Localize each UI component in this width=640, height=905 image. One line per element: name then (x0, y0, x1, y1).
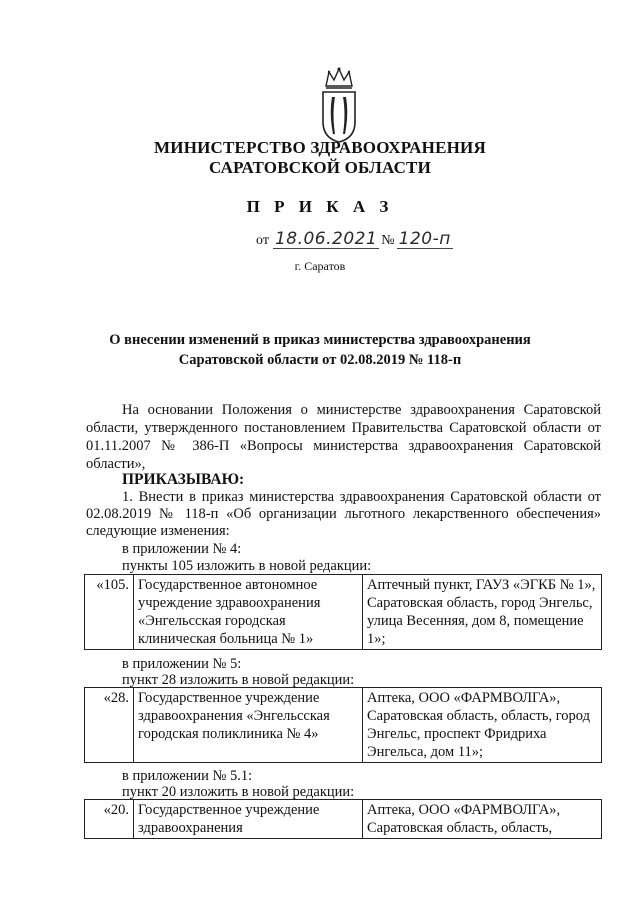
handwritten-date: 18.06.2021 (274, 229, 378, 249)
date-prefix: от (256, 233, 269, 248)
annex-4-instruction: пункты 105 изложить в новой редакции: (122, 558, 372, 574)
pharmacy-cell: Аптечный пункт, ГАУЗ «ЭГКБ № 1», Саратовская область, город Энгельс, улица Весенняя, дом 8, помещение 1»; (363, 575, 602, 650)
order-heading: П Р И К А З (246, 197, 394, 216)
table-item-105 (84, 574, 602, 650)
annex-5-label: в приложении № 5: (122, 656, 242, 672)
table-item-20 (84, 799, 602, 839)
number-prefix: № (381, 233, 395, 248)
annex-51-instruction: пункт 20 изложить в новой редакции: (122, 784, 355, 800)
ministry-title (0, 138, 640, 178)
institution-cell: Государственное учреждение здравоохранения «Энгельсская городская поликлиника № 4» (134, 688, 363, 763)
table-row (85, 800, 602, 839)
city-label: г. Саратов (294, 259, 346, 273)
ministry-title-line2: САРАТОВСКОЙ ОБЛАСТИ (208, 158, 432, 177)
institution-cell: Государственное учреждение здравоохранения (134, 800, 363, 839)
item-1-text: 1. Внести в приказ министерства здравоохранения Саратовской области от 02.08.2019 № 118-п «Об организации льготного лекарственного обеспечения» следующие изменения: (86, 489, 601, 539)
annex-4-label: в приложении № 4: (122, 541, 242, 557)
basis-text: На основании Положения о министерстве здравоохранения Саратовской области, утвержденного постановлением Правительства Саратовской области от 01.11.2007 № 386-П «Вопросы министерства здравоохранения Саратовской области», (86, 402, 601, 472)
item-1-paragraph (86, 489, 601, 540)
pharmacy-cell: Аптека, ООО «ФАРМВОЛГА», Саратовская область, область, город Энгельс, проспект Фридриха Энгельса, дом 11»; (363, 688, 602, 763)
handwritten-number: 120-п (398, 229, 451, 249)
institution-cell: Государственное автономное учреждение здравоохранения «Энгельсская городская клиническая больница № 1» (134, 575, 363, 650)
order-date-number (256, 225, 453, 249)
basis-paragraph (86, 401, 601, 473)
row-number: «28. (85, 688, 134, 763)
prikazyvayu-heading: ПРИКАЗЫВАЮ: (122, 471, 245, 488)
subject-line2: Саратовской области от 02.08.2019 № 118-п (178, 352, 462, 368)
order-subject (0, 330, 640, 370)
coat-of-arms-emblem (318, 66, 360, 144)
annex-5-instruction: пункт 28 изложить в новой редакции: (122, 672, 355, 688)
subject-line1: О внесении изменений в приказ министерства здравоохранения (109, 332, 531, 348)
row-number: «20. (85, 800, 134, 839)
row-number: «105. (85, 575, 134, 650)
annex-51-label: в приложении № 5.1: (122, 768, 253, 784)
ministry-title-line1: МИНИСТЕРСТВО ЗДРАВООХРАНЕНИЯ (154, 138, 486, 157)
pharmacy-cell: Аптека, ООО «ФАРМВОЛГА», Саратовская область, область, (363, 800, 602, 839)
table-row (85, 688, 602, 763)
table-item-28 (84, 687, 602, 763)
table-row (85, 575, 602, 650)
